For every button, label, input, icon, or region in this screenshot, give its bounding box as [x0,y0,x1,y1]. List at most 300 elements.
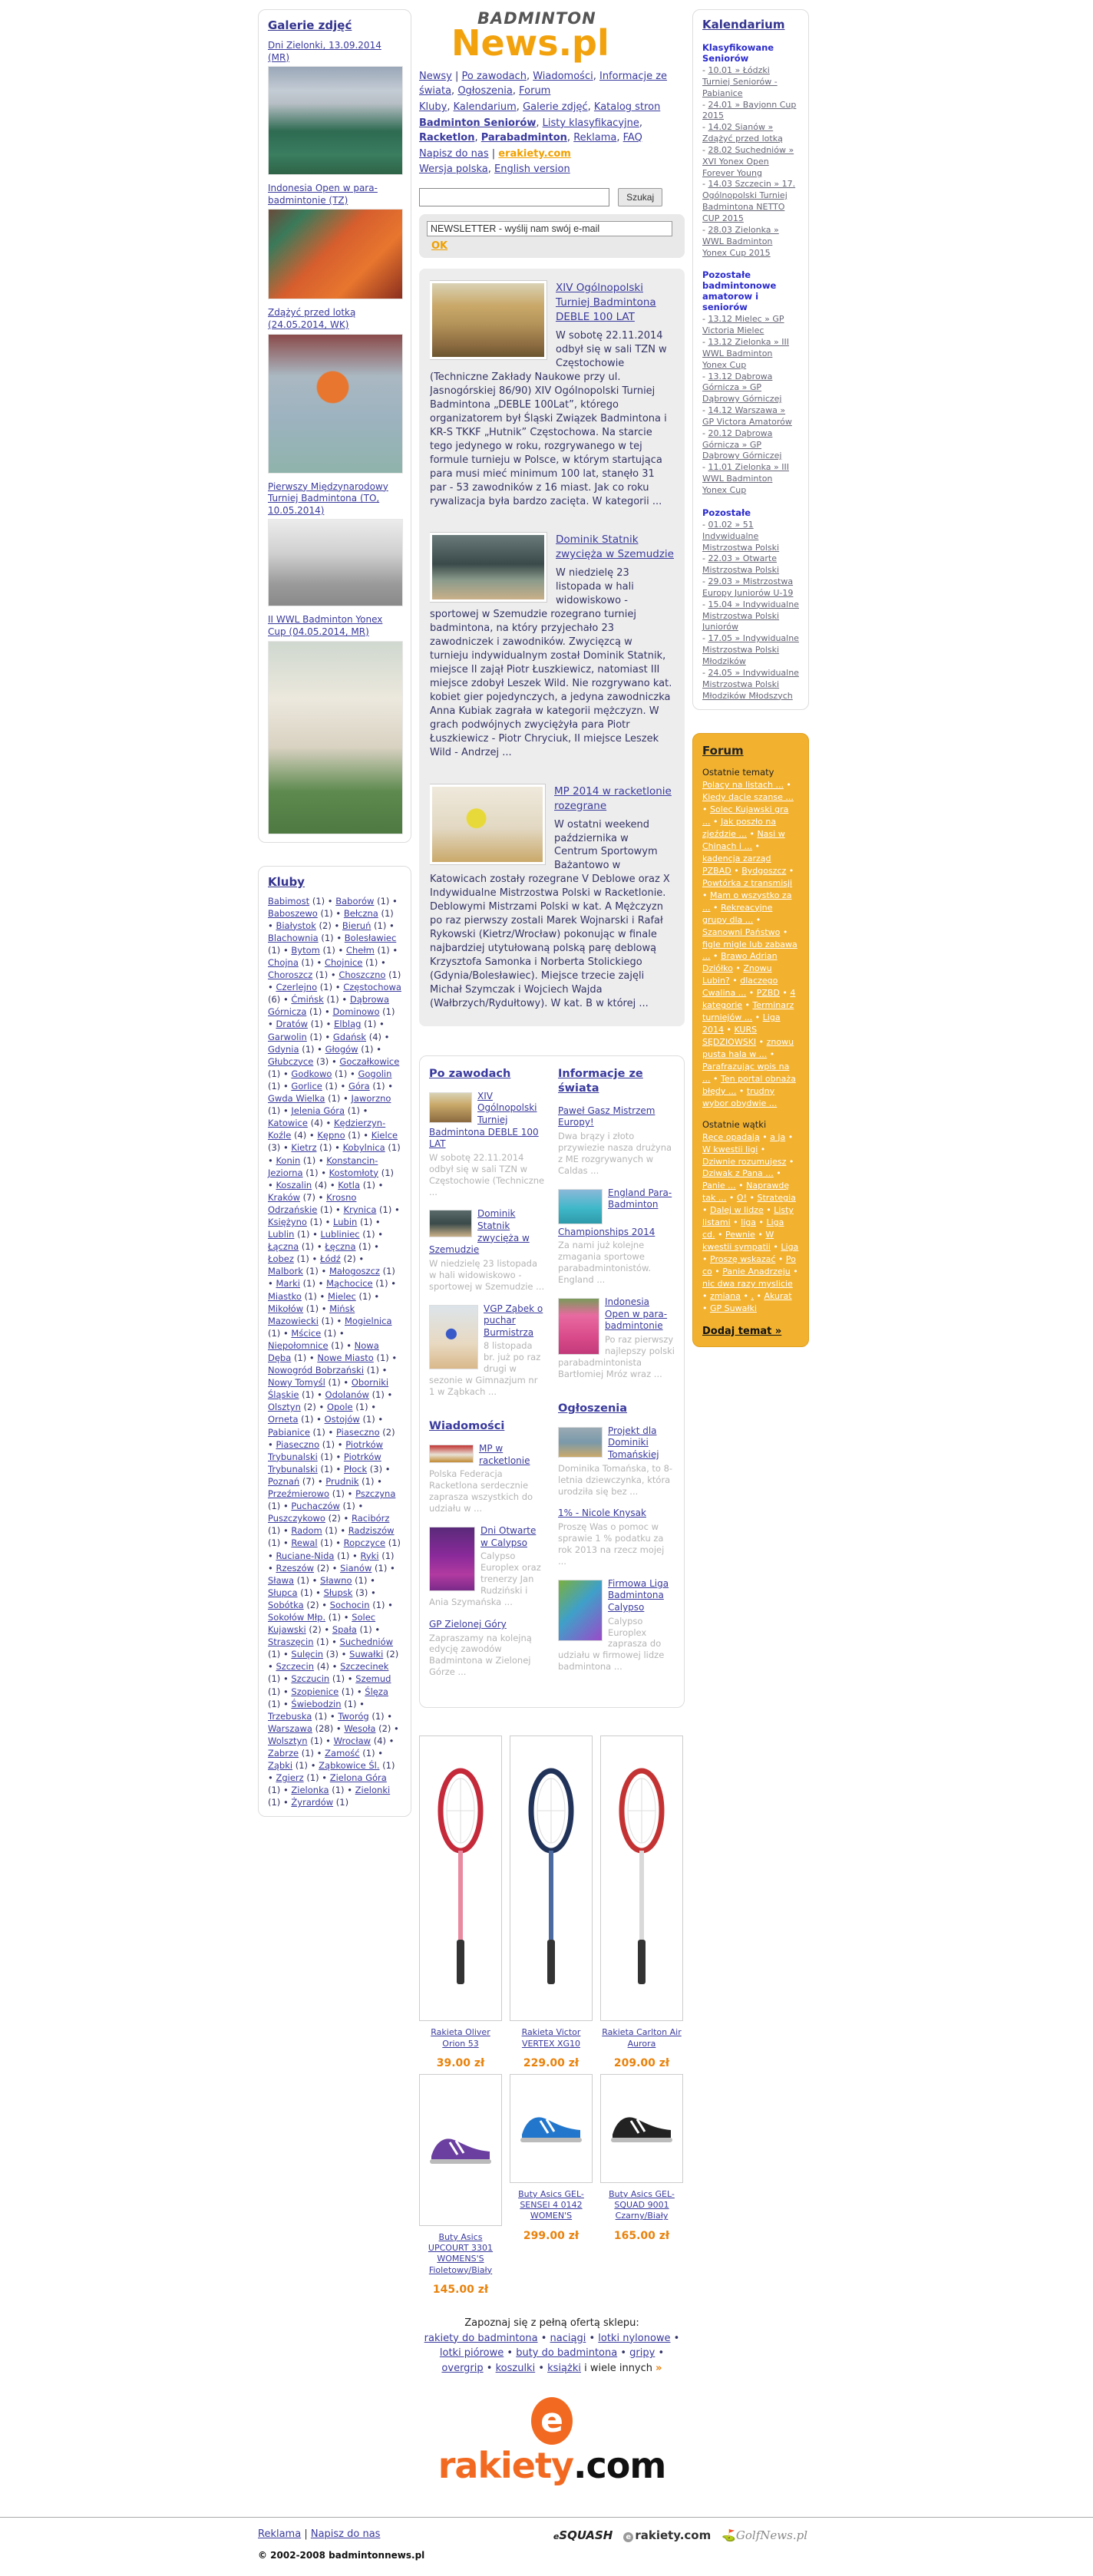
news-title-link[interactable]: Dominik Statnik zwycięża w Szemudzie [429,1208,530,1256]
product-image[interactable] [600,1735,683,2021]
calendar-entry-link[interactable]: 14.02 Sianów » Zdążyć przed lotką [702,122,783,144]
klub-link[interactable]: Rzeszów [276,1562,315,1574]
calendar-entry-link[interactable]: 20.12 Dąbrowa Górnicza » GP Dąbrowy Górniczej [702,428,782,461]
news-title-link[interactable]: GP Zielonej Góry [429,1618,507,1630]
klub-link[interactable]: Sławno [320,1574,352,1586]
product-name-link[interactable]: Rakieta Oliver Orion 53 [431,2027,490,2049]
nav-link[interactable]: Po zawodach [461,71,527,83]
gallery-link[interactable]: II WWL Badminton Yonex Cup (04.05.2014, MR) [268,614,383,637]
logo[interactable] [419,9,685,64]
calendar-entry-link[interactable]: 11.01 Zielonka » III WWL Badminton Yonex Cup [702,462,789,495]
klub-link[interactable]: Marki [276,1278,301,1290]
klub-link[interactable]: Zielonki [355,1785,391,1796]
news-thumbnail[interactable] [558,1298,599,1355]
forum-thread-link[interactable]: Akurat [764,1290,792,1301]
klub-link[interactable]: Suchedniów [339,1636,394,1648]
footer-link[interactable]: Reklama [258,2528,302,2541]
nav-link[interactable]: Kluby [419,101,447,114]
nav-link[interactable]: erakiety.com [498,147,571,160]
klub-link[interactable]: Opole [326,1402,353,1413]
forum-topic-link[interactable]: figle migle lub zabawa ... [702,939,797,962]
klub-link[interactable]: Ząbkowice Śl. [319,1760,380,1772]
klub-link[interactable]: Warszawa [268,1722,312,1734]
klub-link[interactable]: Choszczno [338,969,386,981]
gallery-photo[interactable] [268,519,403,606]
klub-link[interactable]: Godkowo [291,1068,332,1079]
article-photo[interactable] [430,281,546,359]
forum-topic-link[interactable]: dlaczego Cwalina ... [702,976,778,999]
news-title-link[interactable]: MP w racketlonie [479,1443,530,1466]
calendar-entry-link[interactable]: 28.02 Suchedniów » XVI Yonex Open Forever Young [702,144,794,178]
calendar-entry-link[interactable]: 14.12 Warszawa » GP Victora Amatorów [702,405,792,427]
klub-link[interactable]: Sianów [340,1562,372,1574]
news-title-link[interactable]: 1% - Nicole Knysak [558,1508,646,1519]
klub-link[interactable]: Kępno [317,1130,345,1141]
forum-thread-link[interactable]: Ręce opadają [702,1131,760,1142]
offer-link[interactable]: overgrip [441,2362,484,2374]
klub-link[interactable]: Katowice [268,1118,308,1129]
add-topic-link[interactable]: Dodaj temat » [702,1325,782,1337]
klub-link[interactable]: Wrocław [333,1735,371,1746]
klub-link[interactable]: Mińsk Mazowiecki [268,1303,355,1326]
klub-link[interactable]: Ćmińsk [291,994,324,1006]
klub-link[interactable]: Ropczyce [343,1537,386,1549]
klub-link[interactable]: Bełczna [343,907,378,919]
forum-thread-link[interactable]: Listy listami [702,1205,794,1228]
gallery-photo[interactable] [268,66,403,175]
klub-link[interactable]: Olsztyn [268,1402,301,1413]
erakiety-footer-logo[interactable] [623,2528,711,2542]
forum-thread-link[interactable]: O! [736,1193,747,1204]
klub-link[interactable]: Nowy Tomyśl [268,1377,325,1389]
news-thumbnail[interactable] [558,1427,603,1458]
forum-topic-link[interactable]: Powtórka z transmisji [702,877,793,888]
klub-link[interactable]: Oborniki Śląskie [268,1377,389,1401]
klub-link[interactable]: Dąbrowa Górnicza [268,994,390,1018]
wiadomosci-heading-link[interactable]: Wiadomości [429,1420,505,1433]
nav-link[interactable]: English version [494,163,570,176]
calendar-entry-link[interactable]: 14.03 Szczecin » 17. Ogólnopolski Turniej Badmintona NETTO CUP 2015 [702,179,796,223]
klub-link[interactable]: Góra [348,1080,370,1091]
klub-link[interactable]: Racibórz [352,1513,390,1524]
news-thumbnail[interactable] [558,1580,603,1641]
forum-thread-link[interactable]: nic dwa razy myslicie [702,1278,793,1289]
forum-topic-link[interactable]: znowu pusta hala w ... [702,1037,794,1059]
klub-link[interactable]: Księżyno [268,1216,307,1227]
forum-thread-link[interactable]: Panie Anadrzeju [722,1266,791,1276]
klub-link[interactable]: Gwda Wielka [268,1093,325,1105]
klub-link[interactable]: Miastko [268,1290,302,1302]
offer-link[interactable]: naciągi [550,2332,586,2344]
klub-link[interactable]: Baborów [335,895,375,907]
product-image[interactable] [600,2074,683,2183]
news-title-link[interactable]: Projekt dla Dominiki Tomańskiej [608,1425,659,1461]
klub-link[interactable]: Babimost [268,895,310,907]
forum-topic-link[interactable]: Nasi w Chinach i ... [702,829,785,852]
article-title-link[interactable]: Dominik Statnik zwycięża w Szemudzie [556,533,674,561]
klub-link[interactable]: Białystok [276,920,316,931]
nav-link[interactable]: Wersja polska [419,163,488,176]
klub-link[interactable]: Pabianice [268,1426,310,1438]
klub-link[interactable]: Słupca [268,1587,298,1598]
nav-link[interactable]: Badminton Seniorów [419,117,537,129]
klub-link[interactable]: Piaseczno [276,1438,320,1450]
klub-link[interactable]: Słupsk [323,1587,353,1598]
klub-link[interactable]: Żyrardów [291,1797,334,1808]
nav-link[interactable]: Reklama [573,131,617,144]
nav-link[interactable]: Napisz do nas [419,147,489,160]
news-title-link[interactable]: Firmowa Liga Badmintona Calypso [608,1577,669,1613]
golfnews-logo[interactable] [722,2528,807,2542]
klub-link[interactable]: Sochocin [329,1599,370,1610]
search-button[interactable]: Szukaj [618,188,662,206]
erakiety-logo[interactable] [419,2397,685,2486]
ogloszenia-heading-link[interactable]: Ogłoszenia [558,1402,628,1415]
forum-thread-link[interactable]: a ja [770,1131,786,1142]
product-name-link[interactable]: Buty Asics UPCOURT 3301 WOMENS'S Fioletowy/Biały [428,2231,494,2275]
news-title-link[interactable]: VGP Ząbek o puchar Burmistrza [484,1303,543,1338]
klub-link[interactable]: Mielec [328,1290,356,1302]
klub-link[interactable]: Blachownia [268,932,319,943]
klub-link[interactable]: Lublin [268,1229,295,1240]
forum-topic-link[interactable]: trudny wybor obydwie ... [702,1085,778,1108]
klub-link[interactable]: Konstancin-Jeziorna [268,1154,378,1178]
forum-thread-link[interactable]: W kwestii ligi [702,1144,758,1154]
product-name-link[interactable]: Rakieta Victor VERTEX XG10 [521,2027,581,2049]
klub-link[interactable]: Gogolin [358,1068,392,1079]
product-image[interactable] [419,1735,502,2021]
calendar-entry-link[interactable]: 24.05 » Indywidualne Mistrzostwa Polski Młodzików Młodszych [702,667,799,701]
offer-link[interactable]: lotki nylonowe [598,2332,671,2344]
product-image[interactable] [510,2074,593,2183]
klub-link[interactable]: Szczucin [291,1673,330,1685]
klub-link[interactable]: Gorlice [291,1080,322,1091]
klub-link[interactable]: Kędzierzyn-Koźle [268,1118,386,1141]
klub-link[interactable]: Kotla [338,1179,361,1191]
news-title-link[interactable]: XIV Ogólnopolski Turniej Badmintona DEBLE 100 LAT [429,1090,539,1150]
klub-link[interactable]: Głubczyce [268,1055,314,1067]
article-photo[interactable] [430,784,545,864]
klub-link[interactable]: Chojnice [324,957,363,968]
gallery-link[interactable]: Zdążyć przed lotką (24.05.2014, WK) [268,307,356,330]
klub-link[interactable]: Solec Kujawski [268,1611,376,1636]
forum-thread-link[interactable]: Liga cd. [702,1217,784,1240]
klub-link[interactable]: Nowe Miasto [317,1352,374,1363]
calendar-entry-link[interactable]: 10.01 » Łódzki Turniej Seniorów - Pabianice [702,65,778,98]
offer-arrow[interactable]: » [655,2362,662,2374]
forum-thread-link[interactable]: liga [741,1217,756,1228]
klub-link[interactable]: Baboszewo [268,907,318,919]
search-input[interactable] [419,188,609,206]
kalendarium-heading-link[interactable]: Kalendarium [702,18,785,31]
gallery-photo[interactable] [268,641,403,834]
klub-link[interactable]: Sulęcin [291,1649,324,1660]
forum-thread-link[interactable]: Dziwnie rozumujesz [702,1156,787,1167]
nav-item [461,71,533,82]
forum-topic-link[interactable]: Terminarz turniejów ... [702,1000,794,1023]
klub-link[interactable]: Przeźmierowo [268,1488,330,1500]
newsletter-input[interactable] [427,221,672,236]
klub-link[interactable]: Ruciane-Nida [276,1550,335,1561]
klub-link[interactable]: Lubin [333,1216,358,1227]
klub-link[interactable]: Bolesławiec [344,932,397,943]
klub-link[interactable]: Gdynia [268,1043,299,1055]
klub-link[interactable]: Sława [268,1574,295,1586]
klub-link[interactable]: Sobótka [268,1599,304,1610]
news-thumbnail[interactable] [429,1092,472,1123]
nav-link[interactable]: Kalendarium [453,101,517,114]
forum-topic-link[interactable]: Mam o wszystko za ... [702,890,792,913]
forum-thread-link[interactable]: Pewnie [725,1230,755,1240]
news-thumbnail[interactable] [429,1210,472,1237]
klub-link[interactable]: Piotrków Trybunalski [268,1451,381,1475]
galleries-heading-link[interactable]: Galerie zdjęć [268,18,352,32]
offer-link[interactable]: buty do badmintona [516,2347,618,2360]
news-title-link[interactable]: Indonesia Open w para-badmintonie [605,1296,668,1332]
klub-link[interactable]: Zamość [325,1748,360,1759]
klub-link[interactable]: Szemud [355,1673,391,1685]
klub-link[interactable]: Rewal [291,1537,318,1549]
klub-link[interactable]: Gdańsk [332,1031,367,1042]
klub-link[interactable]: Zielona Góra [329,1772,387,1784]
klub-link[interactable]: Ostojów [324,1414,360,1425]
calendar-entry-link[interactable]: 13.12 Zielonka » III WWL Badminton Yonex Cup [702,337,789,370]
klub-link[interactable]: Krosno Odrzańskie [268,1191,357,1215]
klub-link[interactable]: Tworóg [338,1710,369,1722]
offer-link[interactable]: rakiety do badmintona [424,2332,538,2344]
offer-link[interactable]: koszulki [495,2362,536,2374]
klub-link[interactable]: Zgierz [276,1772,304,1784]
news-thumbnail[interactable] [429,1445,474,1463]
nav-link[interactable]: FAQ [622,131,642,144]
nav-link[interactable]: Informacje ze świata [419,71,668,97]
klub-link[interactable]: Mogielnica [344,1315,392,1326]
forum-topic-link[interactable]: Polacy na listach ... [702,780,784,791]
klub-link[interactable]: Poznań [268,1475,300,1487]
klub-link[interactable]: Straszęcin [268,1636,314,1648]
newsletter-box [419,214,685,258]
klub-link[interactable]: Jelenia Góra [291,1105,345,1117]
forum-thread-link[interactable]: Panie ... [702,1181,736,1191]
gallery-link[interactable]: Dni Zielonki, 13.09.2014 (MR) [268,40,381,63]
klub-link[interactable]: Kobylnica [342,1142,385,1154]
klub-link[interactable]: Niepołomnice [268,1339,329,1351]
forum-thread-link[interactable]: Dalej w lidze [710,1205,764,1216]
forum-topic-link[interactable]: Parafrazując wpis na ... [702,1061,790,1084]
forum-thread-link[interactable]: Strategia [757,1193,796,1204]
forum-thread-link[interactable]: Dziwak z Pana ... [702,1168,774,1179]
nav-link[interactable]: Newsy [419,71,452,83]
klub-link[interactable]: Piaseczno [335,1426,380,1438]
klub-link[interactable]: Świebodzin [291,1698,342,1709]
klub-link[interactable]: Wolsztyn [268,1735,308,1746]
klub-link[interactable]: Konin [276,1154,301,1166]
nav-link[interactable]: Katalog stron [593,101,661,114]
klub-link[interactable]: Spała [332,1624,357,1636]
forum-thread-link[interactable]: W kwestii sympatii [702,1230,774,1253]
klub-link[interactable]: Ślęza [365,1686,388,1697]
calendar-entry-link[interactable]: 01.02 » 51 Indywidualne Mistrzostwa Polski [702,519,780,553]
klub-link[interactable]: Dominowo [332,1006,380,1018]
article-title-link[interactable]: XIV Ogólnopolski Turniej Badmintona DEBLE 100 LAT [556,282,656,324]
offer-link[interactable]: lotki piórowe [439,2347,504,2360]
esquash-logo[interactable] [553,2528,613,2542]
klub-link[interactable]: Mąchocice [326,1278,373,1290]
forum-thread-link[interactable]: Po co [702,1254,796,1276]
product-name-link[interactable]: Buty Asics GEL-SQUAD 9001 Czarny/Biały [609,2188,675,2221]
klub-link[interactable]: Nowa Dęba [268,1339,379,1363]
klub-link[interactable]: Garwolin [268,1031,307,1042]
klub-link[interactable]: Szczecin [276,1661,315,1673]
klub-link[interactable]: Jaworzno [351,1093,391,1105]
forum-topic-link[interactable]: Znowu Lubin? [702,963,772,986]
calendar-entry-link[interactable]: 29.03 » Mistrzostwa Europy Juniorów U-19 [702,576,794,598]
klub-link[interactable]: Lubliniec [320,1229,360,1240]
klub-link[interactable]: Kielce [371,1130,398,1141]
klub-link[interactable]: Suwałki [349,1649,384,1660]
klub-link[interactable]: Krynica [343,1204,377,1215]
forum-thread-link[interactable]: zmiana [710,1290,741,1301]
klub-link[interactable]: Prudnik [325,1475,359,1487]
po-zawodach-heading-link[interactable]: Po zawodach [429,1067,511,1080]
klub-link[interactable]: Ząbki [268,1760,293,1772]
klub-link[interactable]: Bieruń [342,920,371,931]
klub-link[interactable]: Trzebuska [268,1710,312,1722]
offer-link[interactable]: gripy [629,2347,655,2360]
news-thumbnail[interactable] [558,1189,603,1224]
gallery-photo[interactable] [268,209,403,299]
kluby-heading-link[interactable]: Kluby [268,874,305,889]
forum-thread-link[interactable]: Naprawdę tak ... [702,1181,790,1204]
forum-heading-link[interactable]: Forum [702,744,744,758]
forum-thread-link[interactable]: Liga [781,1242,799,1253]
klub-link[interactable]: Puchaczów [291,1501,340,1512]
klub-link[interactable]: Mikołów [268,1303,304,1314]
offer-link[interactable]: książki [547,2362,581,2374]
calendar-entry-link[interactable]: 17.05 » Indywidualne Mistrzostwa Polski Młodzików [702,633,799,666]
forum-topic-link[interactable]: Ten portal obnaża błędy ... [702,1073,796,1096]
klub-link[interactable]: Malbork [268,1266,303,1277]
klub-link[interactable]: Radziszów [348,1525,395,1537]
forum-topic-link[interactable]: Szanowni Państwo [702,926,781,937]
klub-link[interactable]: Chojna [268,957,299,968]
calendar-entry-link[interactable]: 22.03 » Otwarte Mistrzostwa Polski [702,553,780,576]
newsletter-ok-button[interactable]: OK [431,240,448,253]
klub-link[interactable]: Odolanów [325,1389,369,1401]
klub-link[interactable]: Łączna [268,1241,299,1253]
klub-link[interactable]: Kostomłoty [329,1167,379,1178]
calendar-entry-link[interactable]: 13.12 Mielec » GP Victoria Mielec [702,314,784,336]
gallery-link[interactable]: Pierwszy Międzynarodowy Turniej Badmintona (TO, 10.05.2014) [268,481,388,516]
forum-topic-link[interactable]: Jak poszło na zjeździe ... [702,817,777,840]
forum-thread-link[interactable]: Proszę wskazać [710,1254,776,1265]
informacje-heading-link[interactable]: Informacje ze świata [558,1067,643,1095]
klub-link[interactable]: Dratów [276,1019,309,1030]
klub-link[interactable]: Goczałkowice [339,1055,400,1067]
klub-link[interactable]: Częstochowa [343,982,401,993]
klub-link[interactable]: Sokołów Młp. [268,1611,326,1623]
forum-thread-link[interactable]: GP Suwałki [710,1303,757,1313]
klub-link[interactable]: Koszalin [276,1179,312,1191]
klub-link[interactable]: Zabrze [268,1748,299,1759]
forum-topic-link[interactable]: Liga 2014 [702,1012,781,1035]
news-title-link[interactable]: Paweł Gasz Mistrzem Europy! [558,1105,655,1128]
klub-link[interactable]: Piotrków Trybunalski [268,1438,384,1462]
klub-link[interactable]: Orneta [268,1414,299,1425]
product-image[interactable] [510,1735,593,2021]
gallery-link[interactable]: Indonesia Open w para-badmintonie (TZ) [268,183,378,206]
news-title-link[interactable]: Dni Otwarte w Calypso [480,1525,537,1548]
klub-link[interactable]: Ryki [360,1550,379,1561]
calendar-entry-link[interactable]: 13.12 Dąbrowa Górnicza » GP Dąbrowy Górniczej [702,371,782,405]
forum-topic-link[interactable]: Brawo Adrian Dziółko [702,951,778,974]
klub-link[interactable]: Nowogród Bobrzański [268,1365,365,1376]
klub-link[interactable]: Puszczykowo [268,1513,325,1524]
calendar-entry-link[interactable]: 24.01 » Bayjonn Cup 2015 [702,99,797,121]
klub-link[interactable]: Kietrz [291,1142,317,1154]
klub-link[interactable]: Łódź [319,1253,341,1265]
klub-link[interactable]: Radom [291,1525,322,1537]
klub-link[interactable]: Zielonka [291,1785,329,1796]
forum-topic-link[interactable]: 4 kategorie [702,988,796,1011]
footer-link[interactable]: Napisz do nas [310,2528,381,2541]
product-name-link[interactable]: Buty Asics GEL-SENSEI 4 0142 WOMEN'S [518,2188,584,2221]
forum-topic-link[interactable]: PZBD [756,988,780,999]
forum-topic-link[interactable]: Rekreacyjne grupy dla ... [702,902,773,925]
klub-link[interactable]: Szopienice [291,1686,339,1697]
klub-link[interactable]: Małogoszcz [329,1266,380,1277]
article-photo[interactable] [430,533,546,602]
klub-link[interactable]: Bytom [291,944,320,956]
klub-link[interactable]: Łobez [268,1253,294,1265]
news-title-link[interactable]: England Para-Badminton Championships 2014 [558,1187,672,1237]
forum-topic-link[interactable]: Solec Kujawski gra ... [702,804,789,827]
product-image[interactable] [419,2074,502,2226]
gallery-photo[interactable] [268,334,403,474]
klub-link[interactable]: Chełm [345,944,375,956]
nav-link[interactable]: Forum [519,85,551,97]
klub-link[interactable]: Elbląg [334,1019,362,1030]
klub-link[interactable]: Głogów [325,1043,358,1055]
nav-link[interactable]: Wiadomości [533,71,593,83]
klub-link[interactable]: Szczecinek [340,1661,389,1673]
klub-link[interactable]: Mścice [291,1327,322,1339]
nav-link[interactable]: Ogłoszenia [457,85,513,97]
forum-topic-link[interactable]: Kiedy dacie szanse ... [702,792,794,803]
klub-link[interactable]: Łęczna [325,1241,356,1253]
news-thumbnail[interactable] [429,1305,478,1369]
klub-link[interactable]: Choroszcz [268,969,313,981]
product-name-link[interactable]: Rakieta Carlton Air Aurora [602,2027,682,2049]
nav-link[interactable]: Galerie zdjęć [523,101,588,114]
nav-link[interactable]: Parabadminton [480,131,567,144]
forum-thread-link[interactable]: . [751,1290,754,1301]
klub-link[interactable]: Wesoła [344,1722,376,1734]
forum-topic-link[interactable]: kadencja zarząd PZBAD [702,853,771,876]
klub-link[interactable]: Kraków [268,1191,301,1203]
article-title-link[interactable]: MP 2014 w racketlonie rozegrane [554,784,672,812]
klub-link[interactable]: Pszczyna [355,1488,396,1500]
calendar-entry-link[interactable]: 15.04 » Indywidualne Mistrzostwa Polski Juniorów [702,599,799,632]
nav-link[interactable]: Racketlon [419,131,475,144]
klub-link[interactable]: Płock [343,1463,368,1475]
news-thumbnail[interactable] [429,1527,475,1591]
forum-topic-link[interactable]: KURS SĘDZIOWSKI [702,1025,758,1048]
forum-topic-link[interactable]: Bydgoszcz [741,865,787,876]
calendar-entry-link[interactable]: 28.03 Zielonka » WWL Badminton Yonex Cup 2015 [702,224,779,258]
nav-link[interactable]: Listy klasyfikacyjne [542,117,639,129]
klub-link[interactable]: Czerlejno [276,982,318,993]
